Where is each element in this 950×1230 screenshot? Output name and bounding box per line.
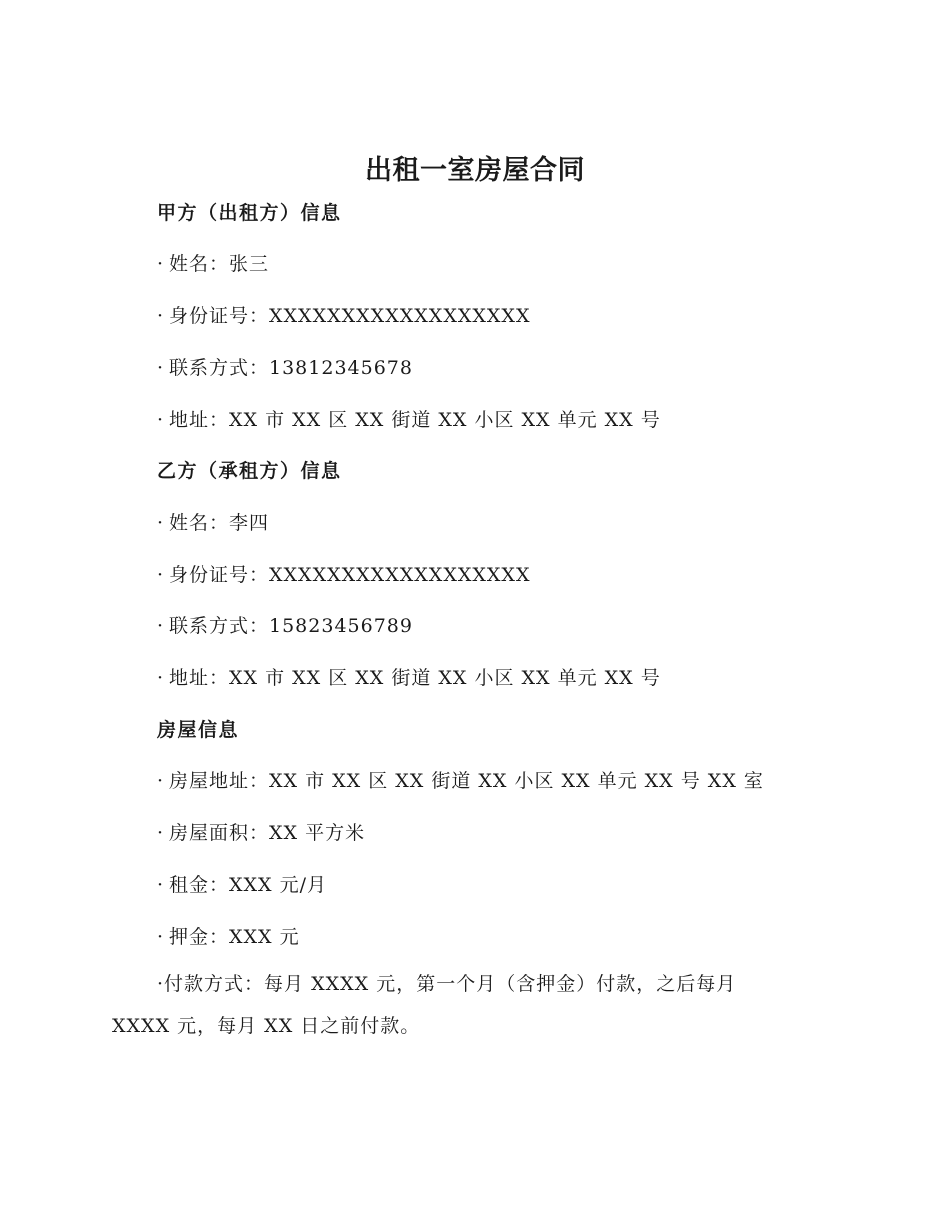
house-area-text: 房屋面积：XX 平方米 (169, 822, 366, 844)
bullet: · (157, 253, 165, 275)
party-a-name (157, 249, 269, 276)
bullet: · (157, 409, 165, 431)
bullet: · (157, 973, 165, 995)
bullet: · (157, 667, 165, 689)
party-b-name-text: 姓名：李四 (169, 512, 270, 534)
party-b-address-text: 地址：XX 市 XX 区 XX 街道 XX 小区 XX 单元 XX 号 (169, 667, 661, 689)
bullet: · (157, 822, 165, 844)
bullet: · (157, 770, 165, 792)
party-a-contact (157, 353, 413, 380)
house-payment (112, 963, 792, 1047)
party-a-id-text: 身份证号：XXXXXXXXXXXXXXXXXX (169, 305, 531, 327)
party-b-contact (157, 611, 413, 638)
house-rent (157, 870, 327, 897)
house-payment-text: 付款方式：每月 XXXX 元，第一个月（含押金）付款，之后每月 XXXX 元，每月 XX 日之前付款。 (112, 973, 737, 1037)
bullet: · (157, 512, 165, 534)
party-b-name (157, 508, 269, 535)
bullet: · (157, 874, 165, 896)
bullet: · (157, 305, 165, 327)
house-address-text: 房屋地址：XX 市 XX 区 XX 街道 XX 小区 XX 单元 XX 号 XX 室 (169, 770, 764, 792)
party-b-address (157, 663, 661, 690)
house-deposit-text: 押金：XXX 元 (169, 926, 300, 948)
party-b-id (157, 560, 530, 587)
party-a-name-text: 姓名：张三 (169, 253, 270, 275)
bullet: · (157, 615, 165, 637)
party-a-address-text: 地址：XX 市 XX 区 XX 街道 XX 小区 XX 单元 XX 号 (169, 409, 661, 431)
party-a-id (157, 301, 530, 328)
party-a-contact-text: 联系方式：13812345678 (169, 357, 413, 379)
party-b-id-text: 身份证号：XXXXXXXXXXXXXXXXXX (169, 564, 531, 586)
party-a-address (157, 405, 661, 432)
bullet: · (157, 357, 165, 379)
bullet: · (157, 926, 165, 948)
house-heading: 房屋信息 (157, 719, 240, 741)
house-address (157, 766, 764, 793)
party-a-heading: 甲方（出租方）信息 (157, 202, 342, 224)
party-b-heading: 乙方（承租方）信息 (157, 460, 342, 482)
house-area (157, 818, 365, 845)
house-deposit (157, 922, 300, 949)
house-rent-text: 租金：XXX 元/月 (169, 874, 328, 896)
party-b-contact-text: 联系方式：15823456789 (169, 615, 413, 637)
document-title: 出租一室房屋合同 (365, 155, 585, 186)
bullet: · (157, 564, 165, 586)
